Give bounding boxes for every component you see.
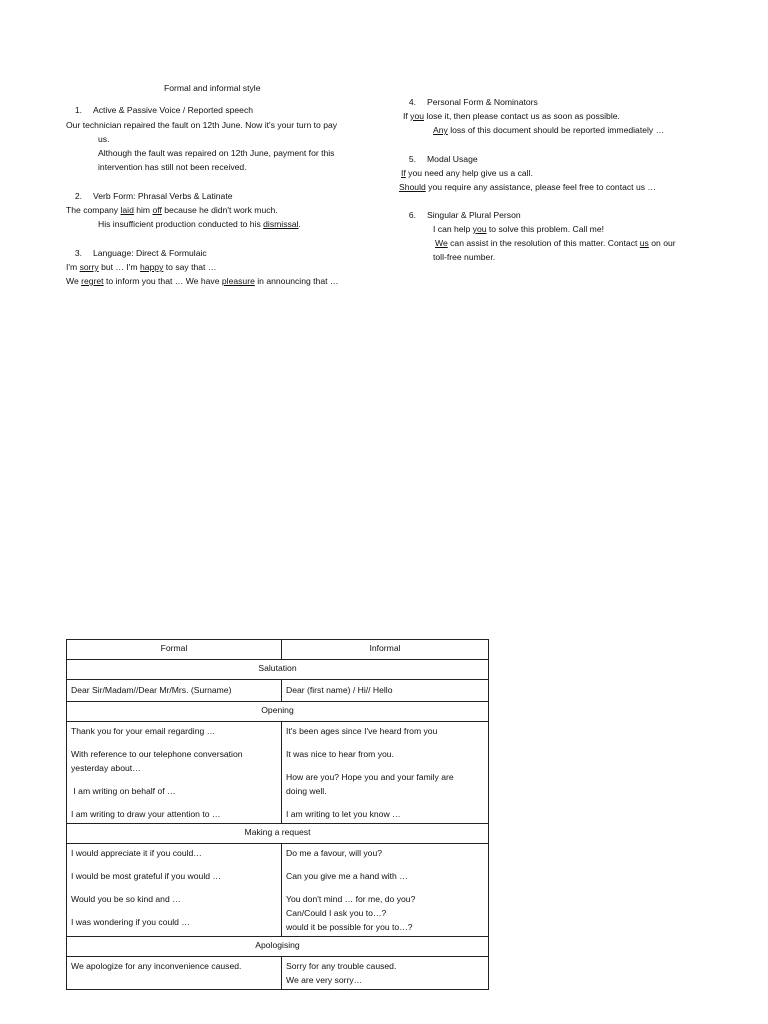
table-row: [67, 680, 489, 702]
section-number: 1.: [74, 105, 82, 115]
section-number: 2.: [74, 191, 82, 201]
example-line: I can help you to solve this problem. Call me!: [433, 224, 605, 234]
cell-line: I am writing on behalf of …: [71, 786, 176, 796]
section-number: 6.: [408, 210, 416, 220]
section-1-heading: 1. Active & Passive Voice / Reported speech: [62, 103, 253, 117]
cell-line: Can/Could I ask you to…?: [286, 908, 387, 918]
cell-line: I would appreciate it if you could…: [71, 848, 202, 858]
example-line: The company laid him off because he didn't work much.: [66, 205, 278, 215]
cell-line: How are you? Hope you and your family are: [286, 772, 454, 782]
table-cell-formal: We apologize for any inconvenience caused.: [67, 957, 282, 990]
example-line: Any loss of this document should be reported immediately …: [433, 125, 665, 135]
formal-informal-table: [66, 639, 489, 990]
table-cell-informal: [282, 957, 489, 990]
example-line: If you need any help give us a call.: [401, 168, 533, 178]
cell-line: Can you give me a hand with …: [286, 871, 408, 881]
table-header-row: [67, 640, 489, 660]
example-line: If you lose it, then please contact us as soon as possible.: [403, 111, 620, 121]
column-header-informal: Informal: [282, 640, 489, 660]
example-line: We regret to inform you that … We have pleasure in announcing that …: [66, 276, 339, 286]
cell-line: Sorry for any trouble caused.: [286, 961, 397, 971]
example-line: Should you require any assistance, please feel free to contact us …: [399, 182, 657, 192]
cell-line: I would be most grateful if you would …: [71, 871, 221, 881]
category-row: [67, 937, 489, 957]
table-cell-informal: [282, 722, 489, 824]
section-3-heading: 3. Language: Direct & Formulaic: [62, 246, 207, 260]
section-number: 4.: [408, 97, 416, 107]
example-line: intervention has still not been received.: [98, 162, 247, 172]
cell-line: Would you be so kind and …: [71, 894, 181, 904]
table-row: [67, 957, 489, 990]
category-opening: Opening: [67, 702, 489, 722]
example-line: toll-free number.: [433, 252, 496, 262]
cell-line: We are very sorry…: [286, 975, 363, 985]
cell-line: doing well.: [286, 786, 327, 796]
category-apologising: Apologising: [67, 937, 489, 957]
page-title: Formal and informal style: [164, 83, 261, 93]
cell-line: You don't mind … for me, do you?: [286, 894, 416, 904]
section-6-heading: 6. Singular & Plural Person: [396, 208, 521, 222]
table-cell-informal: Dear (first name) / Hi// Hello: [282, 680, 489, 702]
table-cell-informal: [282, 844, 489, 937]
cell-line: I am writing to let you know …: [286, 809, 401, 819]
section-number: 5.: [408, 154, 416, 164]
cell-line: It's been ages since I've heard from you: [286, 726, 438, 736]
cell-line: I am writing to draw your attention to …: [71, 809, 221, 819]
section-number: 3.: [74, 248, 82, 258]
example-line: us.: [98, 134, 110, 144]
cell-line: Thank you for your email regarding …: [71, 726, 216, 736]
cell-line: would it be possible for you to…?: [286, 922, 413, 932]
cell-line: It was nice to hear from you.: [286, 749, 394, 759]
example-line: Although the fault was repaired on 12th June, payment for this: [98, 148, 335, 158]
cell-line: Do me a favour, will you?: [286, 848, 383, 858]
example-line: Our technician repaired the fault on 12th June. Now it's your turn to pay: [66, 120, 338, 130]
example-line: We can assist in the resolution of this matter. Contact us on our: [435, 238, 676, 248]
column-header-formal: Formal: [67, 640, 282, 660]
table-cell-formal: [67, 722, 282, 824]
table-row: [67, 844, 489, 937]
table-row: [67, 722, 489, 824]
category-row: [67, 824, 489, 844]
example-line: I'm sorry but … I'm happy to say that …: [66, 262, 217, 272]
table-cell-formal: Dear Sir/Madam//Dear Mr/Mrs. (Surname): [67, 680, 282, 702]
category-making-request: Making a request: [67, 824, 489, 844]
section-4-heading: 4. Personal Form & Nominators: [396, 95, 538, 109]
table-cell-formal: [67, 844, 282, 937]
category-row: [67, 702, 489, 722]
cell-line: yesterday about…: [71, 763, 141, 773]
category-salutation: Salutation: [67, 660, 489, 680]
section-2-heading: 2. Verb Form: Phrasal Verbs & Latinate: [62, 189, 232, 203]
example-line: His insufficient production conducted to his dismissal.: [98, 219, 301, 229]
section-5-heading: 5. Modal Usage: [396, 152, 478, 166]
cell-line: With reference to our telephone conversation: [71, 749, 243, 759]
category-row: [67, 660, 489, 680]
cell-line: I was wondering if you could …: [71, 917, 190, 927]
